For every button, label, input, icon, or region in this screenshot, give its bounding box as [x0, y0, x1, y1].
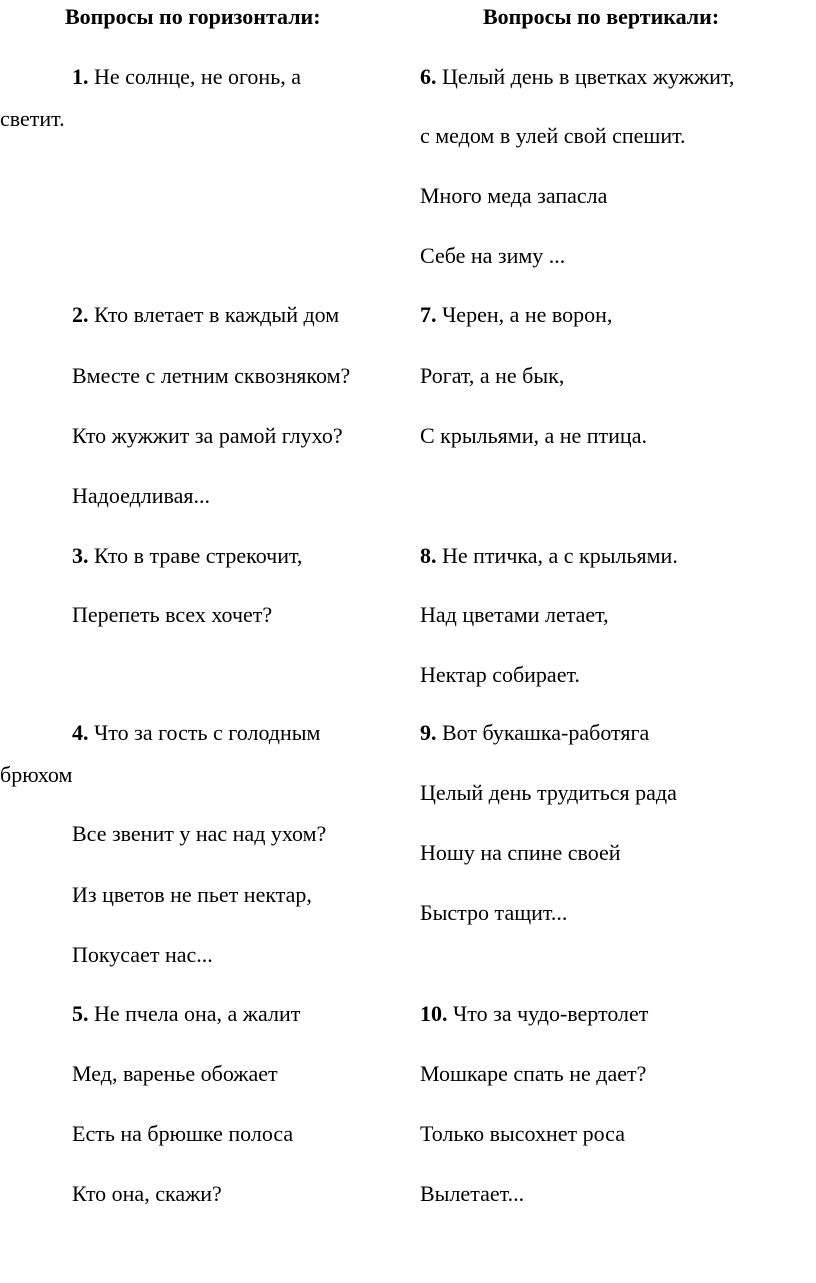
question-5-number: 5.	[72, 1001, 89, 1026]
question-4-line-5: Покусает нас...	[72, 942, 213, 967]
question-4-line-1: 4. Что за гость с голодным	[72, 720, 321, 745]
question-7-line-2: Рогат, а не бык,	[420, 363, 565, 388]
question-1-line-1: 1. Не солнце, не огонь, а	[72, 64, 302, 89]
question-10-number: 10.	[420, 1001, 448, 1026]
question-1-line-2: светит.	[0, 106, 65, 131]
question-5-line-2: Мед, варенье обожает	[72, 1061, 278, 1086]
question-6-line-2: с медом в улей свой спешит.	[420, 123, 686, 148]
question-3-line-1: 3. Кто в траве стрекочит,	[72, 543, 303, 568]
question-9-line-4: Быстро тащит...	[420, 900, 568, 925]
question-2-number: 2.	[72, 302, 89, 327]
heading-vertical: Вопросы по вертикали:	[483, 4, 720, 29]
question-6-number: 6.	[420, 64, 437, 89]
question-5-line-1: 5. Не пчела она, а жалит	[72, 1001, 301, 1026]
question-8-line-1: 8. Не птичка, а с крыльями.	[420, 543, 678, 568]
question-2-line-4: Надоедливая...	[72, 483, 211, 508]
question-2-line-2: Вместе с летним сквозняком?	[72, 363, 351, 388]
question-7-number: 7.	[420, 302, 437, 327]
question-8-line-2: Над цветами летает,	[420, 602, 609, 627]
question-10-line-3: Только высохнет роса	[420, 1121, 625, 1146]
heading-horizontal: Вопросы по горизонтали:	[65, 4, 321, 29]
question-5-line-3: Есть на брюшке полоса	[72, 1121, 294, 1146]
question-4-line-4: Из цветов не пьет нектар,	[72, 882, 312, 907]
question-4-number: 4.	[72, 720, 89, 745]
question-2-line-3: Кто жужжит за рамой глухо?	[72, 423, 343, 448]
question-2-line-1: 2. Кто влетает в каждый дом	[72, 302, 340, 327]
question-8-line-3: Нектар собирает.	[420, 662, 580, 687]
question-6-line-4: Себе на зиму ...	[420, 243, 566, 268]
question-1-number: 1.	[72, 64, 89, 89]
question-8-number: 8.	[420, 543, 437, 568]
question-6-line-3: Много меда запасла	[420, 183, 608, 208]
question-4-line-2: брюхом	[0, 762, 73, 787]
question-7-line-1: 7. Черен, а не ворон,	[420, 302, 613, 327]
question-9-line-3: Ношу на спине своей	[420, 840, 621, 865]
question-9-line-2: Целый день трудиться рада	[420, 780, 677, 805]
question-5-line-4: Кто она, скажи?	[72, 1181, 222, 1206]
question-7-line-3: С крыльями, а не птица.	[420, 423, 647, 448]
question-3-line-2: Перепеть всех хочет?	[72, 602, 273, 627]
question-10-line-2: Мошкаре спать не дает?	[420, 1061, 647, 1086]
question-3-number: 3.	[72, 543, 89, 568]
question-6-line-1: 6. Целый день в цветках жужжит,	[420, 64, 735, 89]
question-9-number: 9.	[420, 720, 437, 745]
question-9-line-1: 9. Вот букашка-работяга	[420, 720, 650, 745]
question-4-line-3: Все звенит у нас над ухом?	[72, 821, 327, 846]
question-10-line-1: 10. Что за чудо-вертолет	[420, 1001, 649, 1026]
question-10-line-4: Вылетает...	[420, 1181, 525, 1206]
